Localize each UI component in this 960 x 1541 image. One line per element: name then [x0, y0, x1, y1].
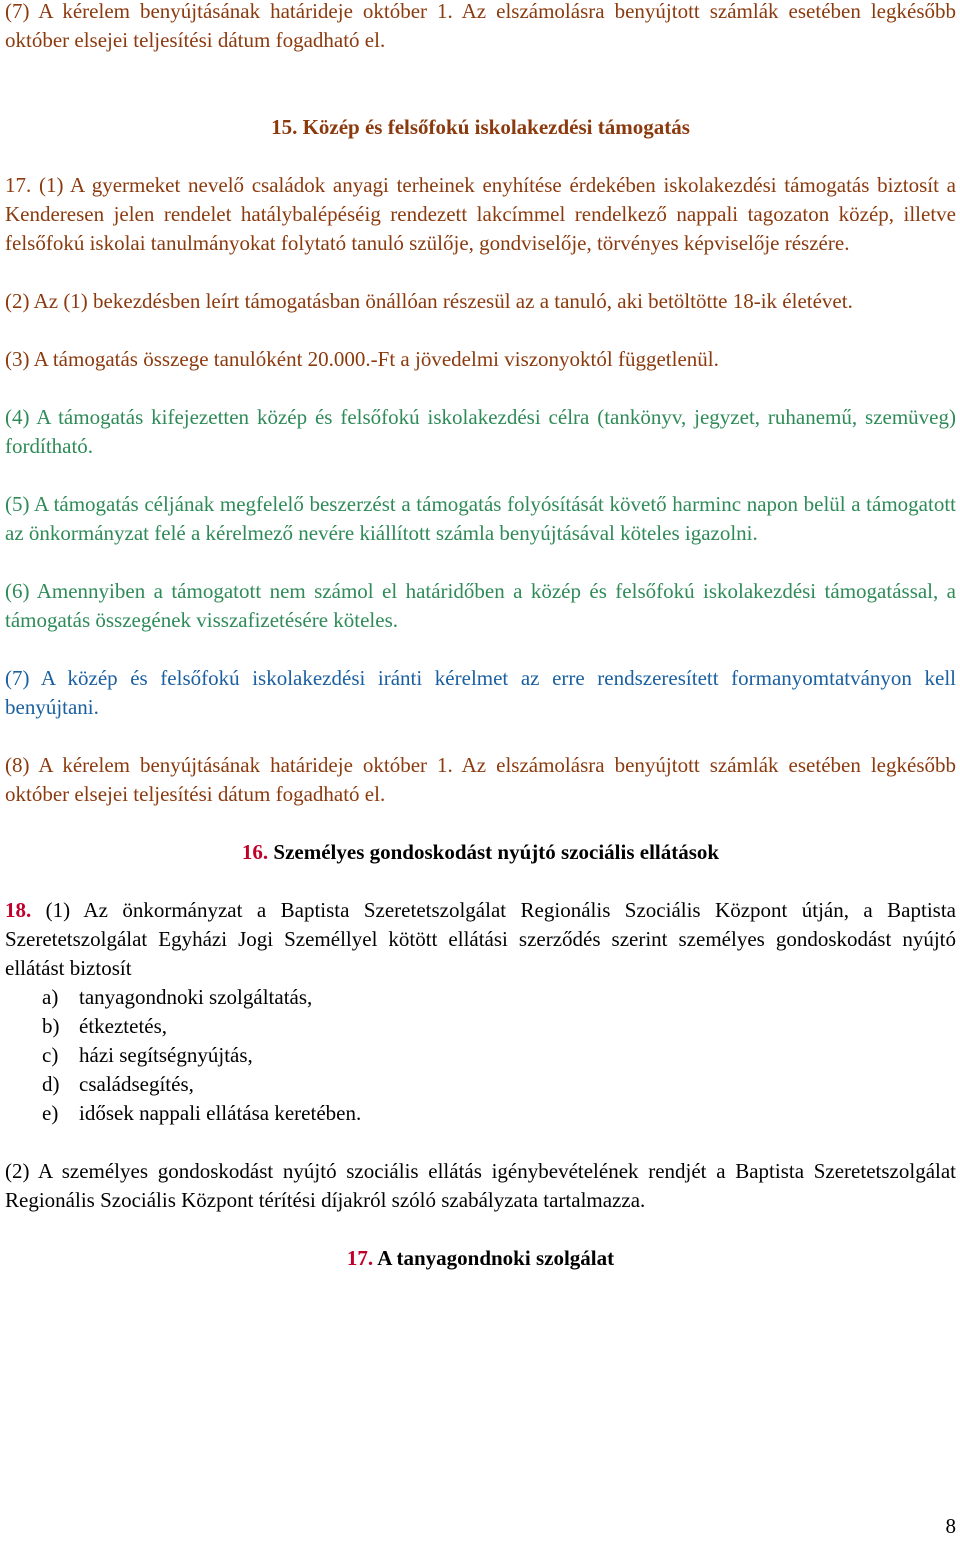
- paragraph-text: (1) Az önkormányzat a Baptista Szeretetszolgálat Regionális Szociális Központ útján, a Baptista Szeretetszolgálat Egyházi Jogi Személlyel kötött ellátási szerződés szerint személyes gondoskodást nyújtó ellátást biztosít: [5, 898, 956, 980]
- document-page: [5, 0, 956, 1273]
- list-item-label: a): [42, 985, 59, 1009]
- paragraph-7-previous: (7) A kérelem benyújtásának határideje október 1. Az elszámolásra benyújtott számlák esetében legkésőbb október elsejei teljesítési dátum fogadható el.: [5, 0, 956, 52]
- list-item-text: étkeztetés,: [79, 1014, 168, 1038]
- page-number: 8: [945, 1514, 956, 1538]
- list-item-label: e): [42, 1101, 59, 1125]
- list-item-text: tanyagondnoki szolgáltatás,: [79, 985, 313, 1009]
- paragraph-18-2: (2) A személyes gondoskodást nyújtó szociális ellátás igénybevételének rendjét a Baptista Szeretetszolgálat Regionális Szociális Központ térítési díjakról szóló szabályzata tartalmazza.: [5, 1159, 956, 1212]
- list-item-label: d): [42, 1072, 60, 1096]
- paragraph-17-8: (8) A kérelem benyújtásának határideje október 1. Az elszámolásra benyújtott számlák esetében legkésőbb október elsejei teljesítési dátum fogadható el.: [5, 753, 956, 806]
- list-item-text: családsegítés,: [79, 1072, 194, 1096]
- list-item-label: c): [42, 1043, 59, 1067]
- section-heading-15: 15. Közép és felsőfokú iskolakezdési támogatás: [271, 115, 690, 139]
- section-number-18: 18.: [5, 898, 32, 922]
- list-item: [42, 1041, 956, 1070]
- heading-text: Személyes gondoskodást nyújtó szociális ellátások: [268, 840, 720, 864]
- paragraph-18-1: [5, 896, 956, 983]
- paragraph-17-4: (4) A támogatás kifejezetten közép és felsőfokú iskolakezdési célra (tankönyv, jegyzet, ruhanemű, szemüveg) fordítható.: [5, 405, 956, 458]
- paragraph-17-3: (3) A támogatás összege tanulóként 20.000.-Ft a jövedelmi viszonyoktól függetlenül.: [5, 347, 719, 371]
- list-item-text: házi segítségnyújtás,: [79, 1043, 253, 1067]
- service-list: [5, 983, 956, 1128]
- list-item: [42, 1070, 956, 1099]
- list-item-label: b): [42, 1014, 60, 1038]
- list-item: [42, 983, 956, 1012]
- heading-text: A tanyagondnoki szolgálat: [373, 1246, 615, 1270]
- paragraph-17-2: (2) Az (1) bekezdésben leírt támogatásban önállóan részesül az a tanuló, aki betöltötte 18-ik életévet.: [5, 289, 853, 313]
- paragraph-17-7: (7) A közép és felsőfokú iskolakezdési iránti kérelmet az erre rendszeresített formanyomtatványon kell benyújtani.: [5, 666, 956, 719]
- section-heading-17: [5, 1244, 956, 1273]
- paragraph-text: (1) A gyermeket nevelő családok anyagi terheinek enyhítése érdekében iskolakezdési támogatás biztosít a Kenderesen jelen rendelet hatálybalépéséig rendezett lakcímmel rendelkező nappali tagozaton közép, illetve felsőfokú iskolai tanulmányokat folytató tanuló szülője, gondviselője, törvényes képviselője részére.: [5, 173, 956, 255]
- heading-number: 16.: [241, 840, 269, 864]
- section-heading-16: [5, 838, 956, 867]
- list-item: [42, 1012, 956, 1041]
- heading-number: 17.: [346, 1246, 374, 1270]
- paragraph-17-1: [5, 171, 956, 258]
- paragraph-17-6: (6) Amennyiben a támogatott nem számol el határidőben a közép és felsőfokú iskolakezdési támogatással, a támogatás összegének visszafizetésére köteles.: [5, 579, 956, 632]
- section-number-17: 17.: [5, 173, 32, 197]
- paragraph-17-5: (5) A támogatás céljának megfelelő beszerzést a támogatás folyósítását követő harminc napon belül a támogatott az önkormányzat felé a kérelmező nevére kiállított számla benyújtásával köteles igazolni.: [5, 492, 956, 545]
- list-item-text: idősek nappali ellátása keretében.: [79, 1101, 362, 1125]
- list-item: [42, 1099, 956, 1128]
